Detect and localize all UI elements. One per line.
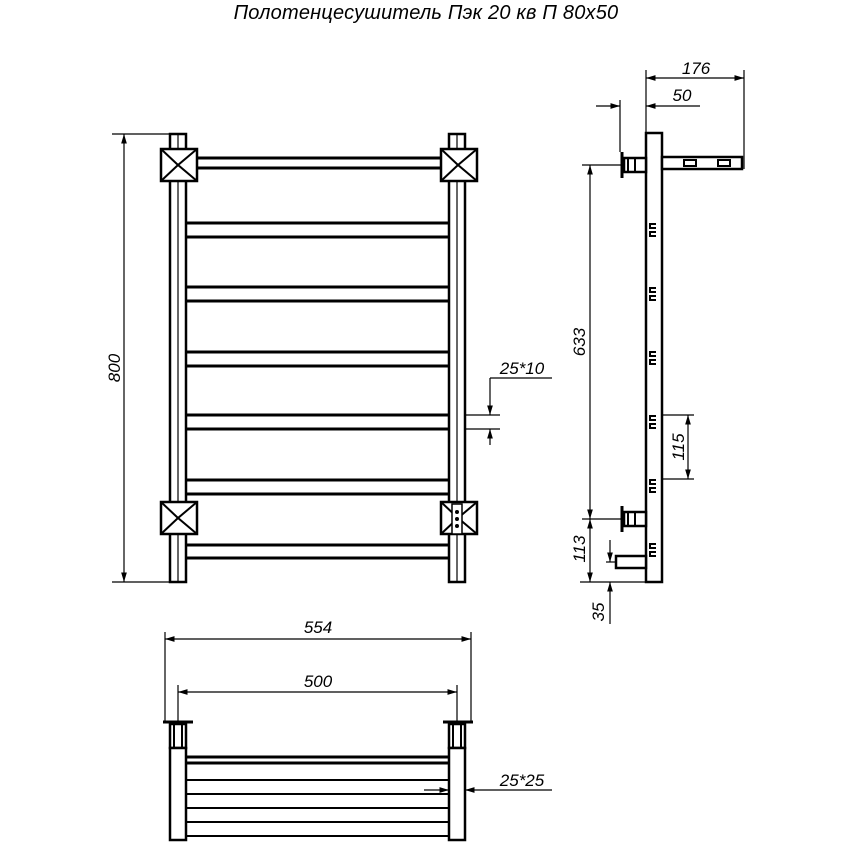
side-post: [646, 133, 662, 582]
mount-flange: [163, 722, 193, 748]
dimension-label: 500: [303, 672, 333, 691]
rung: [186, 223, 449, 237]
bottom-connection: [616, 556, 646, 568]
rung: [186, 480, 449, 494]
dimension-113: [570, 519, 646, 582]
wall-mount-bracket: [161, 502, 197, 534]
rung-section-callout: [465, 359, 552, 445]
right-post-top: [449, 748, 465, 840]
top-view: [163, 618, 552, 840]
dimension-label: 35: [589, 602, 608, 622]
dimension-label: 113: [570, 535, 589, 563]
dimension-115: [662, 415, 694, 479]
dimension-500: [178, 672, 457, 722]
dimension-label: 25*10: [499, 359, 545, 378]
side-view: [570, 59, 744, 624]
dimension-label: 800: [105, 353, 124, 383]
dimension-label: 633: [570, 327, 589, 357]
wall-mount-bracket: [622, 152, 646, 178]
dimension-633: [570, 165, 622, 519]
drawing-title: Полотенцесушитель Пэк 20 кв П 80х50: [233, 2, 619, 24]
mount-flange: [443, 722, 473, 748]
dimension-label: 50: [672, 86, 692, 105]
dimension-554: [165, 618, 471, 722]
wall-mount-bracket: [441, 149, 477, 181]
top-rung: [186, 158, 449, 168]
rung: [186, 545, 449, 558]
dimension-label: 115: [669, 433, 688, 461]
top-shelf: [662, 157, 742, 169]
rung: [186, 352, 449, 366]
wall-mount-bracket: [161, 149, 197, 181]
dimension-label: 25*25: [499, 771, 545, 790]
dimension-label: 176: [681, 59, 711, 78]
front-view: [105, 134, 552, 582]
wall-mount-bracket: [622, 506, 646, 532]
wall-mount-bracket: [441, 502, 477, 534]
dimension-label: 554: [303, 618, 333, 637]
rung: [186, 415, 449, 429]
rung: [186, 287, 449, 301]
shelf-rails: [186, 757, 449, 836]
left-post-top: [170, 748, 186, 840]
